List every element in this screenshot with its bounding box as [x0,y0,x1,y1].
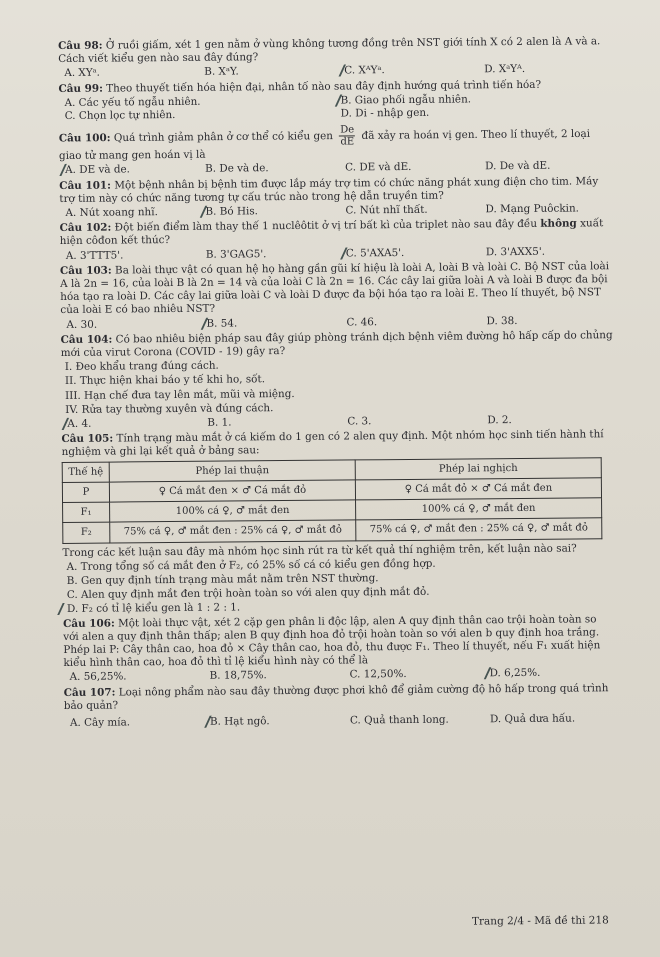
option-b: B. Gen quy định tính trạng màu mắt nằm trên NST thường. [66,572,379,587]
question-stem-end: đã xảy ra hoán vị gen. Theo lí thuyết, 2 loại giao tử mang gen hoán vị là [58,128,591,163]
option-d: D. XᵃYᴬ. [484,63,526,76]
option-b: B. Hạt ngô. [210,714,350,728]
option-d: D. 6,25%. [489,666,621,680]
option-b: B. 54. [206,316,346,330]
option-d: D. 2. [487,414,512,427]
genotype-fraction [339,125,355,148]
option-a: A. Các yếu tố ngẫu nhiên. [64,95,201,109]
fraction-denominator: dE [340,136,355,148]
table-cell: 100% cá ♀, ♂ mắt đen [110,500,356,522]
question-101 [59,175,611,206]
exam-content [58,35,616,732]
emphasis-word: không [540,217,577,231]
question-number: Câu 107: [63,686,116,699]
option-c: C. 46. [346,315,378,329]
option-d: D. 3'AXX5'. [485,245,546,258]
question-105-ask: Trong các kết luận sau đây mà nhóm học sinh rút ra từ kết quả thí nghiệm trên, kết luận nào sai? [62,541,577,559]
table-cell: F₁ [63,502,110,523]
option-c: C. DE và dE. [345,161,412,174]
question-100 [59,122,611,163]
question-105 [61,428,613,459]
question-number: Câu 100: [58,132,111,145]
question-number: Câu 101: [59,179,112,192]
question-103 [60,260,612,318]
option-d: D. Quả dưa hấu. [489,712,576,726]
question-stem: Ba loài thực vật có quan hệ họ hàng gần gũi kí hiệu là loài A, loài B và loài C. Bộ NST của loài A là 2n = 16, của loài B là 2n = 14 và của loài C là 2n = 16. Các cây lai giữa loài A và loài B được đa bội hóa tạo ra loài D. Các cây lai giữa loài C và loài D được đa bội hóa tạo ra loài E. Theo lí thuyết, bộ NST của loài E có bao nhiêu NST? [60,260,610,317]
table-row [63,518,602,543]
question-107 [64,682,616,713]
question-106 [63,613,615,671]
option-b: B. 1. [207,416,232,429]
option-c: C. 12,50%. [349,668,407,681]
question-stem-start: Quá trình giảm phân ở cơ thể có kiểu gen [113,130,334,145]
option-a: A. Nút xoang nhĩ. [65,206,158,219]
question-stem: Tính trạng màu mắt ở cá kiếm do 1 gen có 2 alen quy định. Một nhóm học sinh tiến hành thí nghiệm và ghi lại kết quả ở bảng sau: [61,428,604,459]
table-header: Phép lai nghịch [355,457,601,479]
option-b: B. De và de. [205,162,269,176]
option-c: C. Nút nhĩ thất. [345,203,428,217]
option-a: A. Trong tổng số cá mắt đen ở F₂, có 25% số cá có kiểu gen đồng hợp. [66,557,436,573]
question-stem-end: xuất hiện côđon kết thúc? [59,217,604,248]
question-104 [61,329,613,360]
question-number: Câu 106: [63,617,115,630]
option-c: C. XᴬYᵃ. [344,64,484,78]
table-header: Phép lai thuận [109,460,355,482]
options-99 [58,92,610,123]
option-a: A. 56,25%. [69,670,127,684]
question-stem: Một bệnh nhân bị bệnh tim được lắp máy trợ tim có chức năng phát xung điện cho tim. Máy trợ tim này có chức năng tương tự cấu trúc nào trong hệ dẫn truyền tim? [59,174,599,205]
fraction-numerator: De [340,124,355,136]
option-a: A. DE và de. [65,163,205,177]
results-table [62,457,603,544]
table-header: Thế hệ [62,462,109,483]
question-102 [60,217,612,248]
question-number: Câu 98: [58,39,103,52]
option-a: A. XYᵃ. [64,67,101,80]
option-a: A. Cây mía. [69,716,131,729]
question-98 [58,35,610,66]
question-stem: Có bao nhiêu biện pháp sau đây giúp phòng tránh dịch bệnh viêm đường hô hấp cấp do chủng mới của virut Corona (COVID - 19) gây ra? [60,329,613,360]
option-a: A. 3'TTT5'. [65,249,124,262]
question-number: Câu 104: [60,333,113,346]
option-b: B. Giao phối ngẫu nhiên. [340,92,616,108]
question-stem-start: Đột biến điểm làm thay thế 1 nuclêôtit ở vị trí bất kì của triplet nào sau đây đều [114,218,538,234]
statement-3: III. Hạn chế đưa tay lên mắt, mũi và miệng. [65,387,295,402]
option-d: D. Mạng Puôckin. [485,202,579,216]
statement-2: II. Thực hiện khai báo y tế khi ho, sốt. [64,373,266,388]
option-b: B. 18,75%. [209,669,267,683]
option-a: A. 4. [67,417,207,431]
option-c: C. Quả thanh long. [349,713,449,727]
statement-1: I. Đeo khẩu trang đúng cách. [64,359,219,374]
question-stem: Theo thuyết tiến hóa hiện đại, nhân tố nào sau đây định hướng quá trình tiến hóa? [106,78,542,95]
option-d: D. 38. [486,314,518,327]
table-cell: 75% cá ♀, ♂ mắt đen : 25% cá ♀, ♂ mắt đỏ [110,520,356,542]
option-a: A. 30. [66,318,98,331]
option-b: B. 3'GAG5'. [205,247,267,261]
table-cell: 100% cá ♀, ♂ mắt đen [356,498,602,520]
question-number: Câu 103: [59,264,112,277]
table-cell: ♀ Cá mắt đen × ♂ Cá mắt đỏ [109,480,355,502]
options-107 [64,712,616,730]
table-cell: ♀ Cá mắt đỏ × ♂ Cá mắt đen [355,478,601,500]
table-cell: 75% cá ♀, ♂ mắt đen : 25% cá ♀, ♂ mắt đỏ [356,518,602,540]
option-d: D. Di - nhập gen. [340,106,430,120]
option-c: C. 3. [347,415,372,428]
option-b: B. XᵃY. [204,65,239,79]
question-stem: Ở ruồi giấm, xét 1 gen nằm ở vùng không tương đồng trên NST giới tính X có 2 alen là A và a. Cách viết kiểu gen nào sau đây đúng? [58,35,601,66]
table-cell: P [62,482,109,503]
question-stem: Loại nông phẩm nào sau đây thường được phơi khô để giảm cường độ hô hấp trong quá trình bảo quản? [63,681,609,712]
question-number: Câu 105: [61,432,114,446]
option-d: D. De và dE. [485,160,551,173]
option-d: D. F₂ có tỉ lệ kiểu gen là 1 : 2 : 1. [63,598,615,616]
table-cell: F₂ [63,522,110,543]
option-b: B. Bó His. [205,205,345,219]
option-c: C. 5'AXA5'. [346,246,486,260]
page-footer: Trang 2/4 - Mã đề thi 218 [471,914,609,928]
option-c: C. Chọn lọc tự nhiên. [64,108,176,122]
statement-4: IV. Rửa tay thường xuyên và đúng cách. [65,402,274,416]
question-number: Câu 99: [58,82,103,95]
option-c: C. Alen quy định mắt đen trội hoàn toàn so với alen quy định mắt đỏ. [66,585,430,602]
question-number: Câu 102: [59,221,112,235]
question-stem: Một loài thực vật, xét 2 cặp gen phân li độc lập, alen A quy định thân cao trội hoàn toàn so với alen a quy định thân thấp; alen B quy định hoa đỏ trội hoàn toàn so với alen b quy định hoa trắng. Phép lai P: Cây thân cao, hoa đỏ × Cây thân cao, hoa đỏ, thu được F₁. Theo lí thuyết, nếu F₁ xuất hiện kiểu hình thân cao, hoa đỏ thì tỉ lệ kiểu hình này có thể là [63,612,601,670]
